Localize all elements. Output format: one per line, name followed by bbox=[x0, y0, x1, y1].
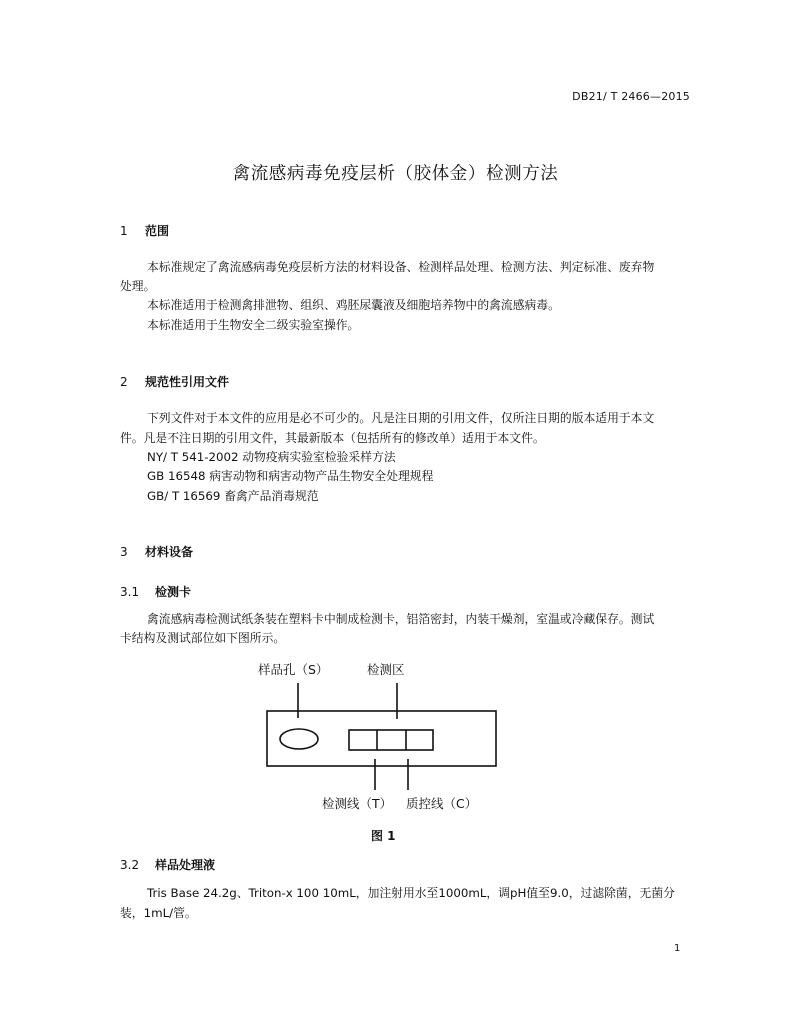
section-title: 样品处理液 bbox=[155, 858, 216, 872]
label-test-zone: 检测区 bbox=[367, 662, 405, 677]
section-number: 2 bbox=[120, 375, 128, 389]
section-3-2-heading bbox=[120, 856, 215, 873]
section-title: 检测卡 bbox=[155, 585, 192, 599]
standard-number: DB21/ T 2466—2015 bbox=[572, 90, 690, 103]
section-number: 3.2 bbox=[120, 858, 140, 872]
s32-paragraph-line-2: 装，1mL/管。 bbox=[120, 906, 197, 920]
section-title: 范围 bbox=[145, 224, 170, 238]
s31-paragraph-line-1: 禽流感病毒检测试纸条装在塑料卡中制成检测卡，铝箔密封，内装干燥剂，室温或冷藏保存。测试 bbox=[147, 612, 655, 626]
reference-item: GB/ T 16569 畜禽产品消毒规范 bbox=[147, 489, 319, 503]
reference-item: GB 16548 病害动物和病害动物产品生物安全处理规程 bbox=[147, 469, 434, 483]
document-title: 禽流感病毒免疫层析（胶体金）检测方法 bbox=[232, 164, 559, 184]
section-title: 规范性引用文件 bbox=[145, 375, 230, 389]
s31-paragraph-line-2: 卡结构及测试部位如下图所示。 bbox=[120, 631, 286, 645]
s1-paragraph-3: 本标准适用于生物安全二级实验室操作。 bbox=[147, 318, 360, 332]
section-number: 3 bbox=[120, 545, 128, 559]
label-test-line: 检测线（T） bbox=[322, 796, 393, 811]
sample-hole-shape bbox=[280, 729, 318, 749]
reference-item: NY/ T 541-2002 动物疫病实验室检验采样方法 bbox=[147, 450, 396, 464]
section-number: 1 bbox=[120, 224, 128, 238]
section-title: 材料设备 bbox=[145, 545, 194, 559]
page-number: 1 bbox=[674, 943, 681, 954]
label-sample-hole: 样品孔（S） bbox=[258, 662, 329, 677]
s1-paragraph-1-line-1: 本标准规定了禽流感病毒免疫层析方法的材料设备、检测样品处理、检测方法、判定标准、废弃物 bbox=[147, 260, 655, 274]
label-control-line: 质控线（C） bbox=[406, 796, 478, 811]
detection-window bbox=[349, 730, 433, 750]
section-number: 3.1 bbox=[120, 585, 140, 599]
s32-paragraph-line-1: Tris Base 24.2g、Triton-x 100 10mL，加注射用水至1000mL，调pH值至9.0，过滤除菌，无菌分 bbox=[147, 886, 675, 900]
s1-paragraph-2: 本标准适用于检测禽排泄物、组织、鸡胚尿囊液及细胞培养物中的禽流感病毒。 bbox=[147, 298, 560, 312]
s1-paragraph-1-line-2: 处理。 bbox=[120, 279, 156, 293]
figure-caption: 图 1 bbox=[371, 829, 396, 843]
test-card-outline bbox=[267, 711, 496, 766]
s2-paragraph-1-line-1: 下列文件对于本文件的应用是必不可少的。凡是注日期的引用文件，仅所注日期的版本适用于本文 bbox=[147, 411, 655, 425]
s2-paragraph-1-line-2: 件。凡是不注日期的引用文件，其最新版本（包括所有的修改单）适用于本文件。 bbox=[120, 431, 545, 445]
